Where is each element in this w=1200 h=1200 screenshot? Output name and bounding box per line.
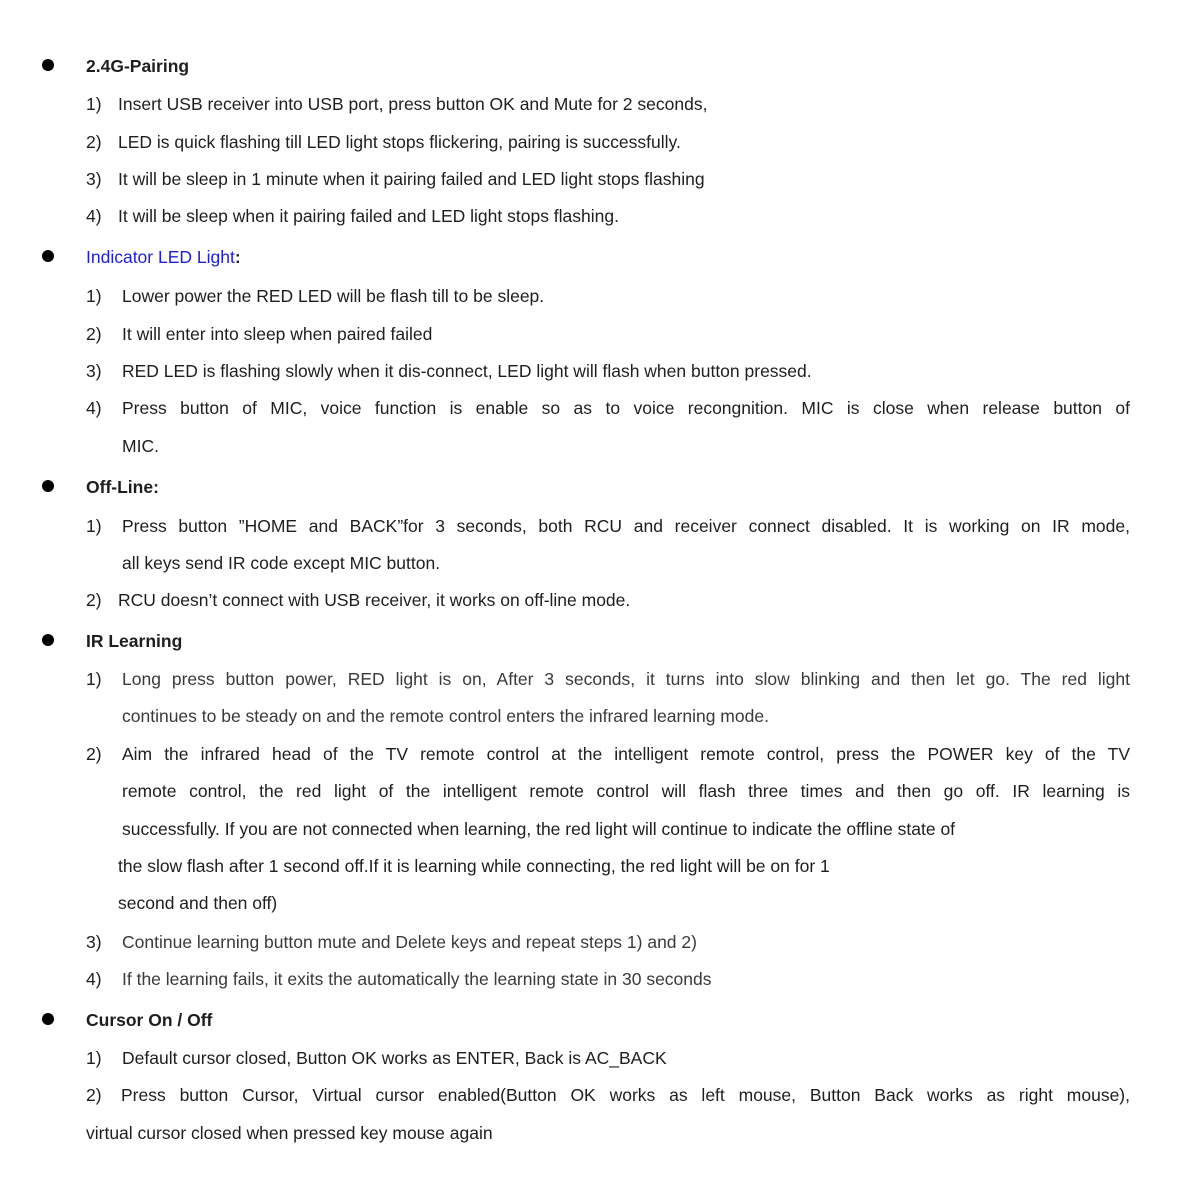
bullet-icon <box>42 59 54 71</box>
list-number: 4) <box>86 398 102 418</box>
list-item: Default cursor closed, Button OK works as ENTER, Back is AC_BACK <box>122 1048 667 1068</box>
list-item-continuation: MIC. <box>122 436 159 456</box>
list-item: Long press button power, RED light is on, After 3 seconds, it turns into slow blinking and then let go. The red light <box>122 669 1130 689</box>
list-number: 2) <box>86 324 102 344</box>
list-item: Aim the infrared head of the TV remote control at the intelligent remote control, press the POWER key of the TV <box>122 744 1130 764</box>
section-heading-ir-learning: IR Learning <box>86 631 183 651</box>
list-number: 2) <box>86 132 102 152</box>
list-number: 3) <box>86 169 102 189</box>
list-number: 1) <box>86 94 102 114</box>
list-item-continuation: successfully. If you are not connected when learning, the red light will continue to indicate the offline state of <box>122 819 956 839</box>
list-number: 2) <box>86 744 102 764</box>
section-heading-pairing: 2.4G-Pairing <box>86 56 190 76</box>
indicator-heading-text: Indicator LED Light <box>86 247 235 267</box>
list-item-continuation: virtual cursor closed when pressed key mouse again <box>86 1123 493 1143</box>
list-item: Continue learning button mute and Delete keys and repeat steps 1) and 2) <box>122 932 697 952</box>
list-number: 2) <box>86 1085 102 1105</box>
list-item: LED is quick flashing till LED light stops flickering, pairing is successfully. <box>118 132 681 152</box>
list-number: 1) <box>86 669 102 689</box>
list-number: 4) <box>86 969 102 989</box>
bullet-icon <box>42 1013 54 1025</box>
list-item: It will enter into sleep when paired failed <box>122 324 433 344</box>
list-item-continuation: the slow flash after 1 second off.If it is learning while connecting, the red light will be on for 1 <box>118 856 830 876</box>
list-number: 1) <box>86 516 102 536</box>
list-number: 3) <box>86 932 102 952</box>
list-item: Press button of MIC, voice function is enable so as to voice recongnition. MIC is close when release button of <box>122 398 1130 418</box>
bullet-icon <box>42 480 54 492</box>
list-item-continuation: all keys send IR code except MIC button. <box>122 553 441 573</box>
list-item: RCU doesn’t connect with USB receiver, it works on off-line mode. <box>118 590 631 610</box>
list-item-continuation: remote control, the red light of the intelligent remote control will flash three times and then go off. IR learning is <box>122 781 1130 801</box>
list-number: 1) <box>86 286 102 306</box>
section-heading-indicator <box>86 246 241 268</box>
list-number: 2) <box>86 590 102 610</box>
section-heading-cursor: Cursor On / Off <box>86 1010 213 1030</box>
list-item: Press button ”HOME and BACK”for 3 seconds, both RCU and receiver connect disabled. It is working on IR mode, <box>122 516 1130 536</box>
bullet-icon <box>42 634 54 646</box>
list-item: Lower power the RED LED will be flash till to be sleep. <box>122 286 545 306</box>
section-heading-offline: Off-Line: <box>86 477 159 497</box>
list-item: It will be sleep when it pairing failed and LED light stops flashing. <box>118 206 619 226</box>
list-item-continuation: second and then off) <box>118 893 278 913</box>
list-number: 1) <box>86 1048 102 1068</box>
list-item: Press button Cursor, Virtual cursor enabled(Button OK works as left mouse, Button Back works as right mouse), <box>121 1085 1130 1105</box>
list-item-continuation: continues to be steady on and the remote control enters the infrared learning mode. <box>122 706 769 726</box>
indicator-heading-colon: : <box>234 247 241 267</box>
list-item: RED LED is flashing slowly when it dis-connect, LED light will flash when button pressed. <box>122 361 812 381</box>
list-item: Insert USB receiver into USB port, press button OK and Mute for 2 seconds, <box>118 94 708 114</box>
bullet-icon <box>42 250 54 262</box>
list-item: It will be sleep in 1 minute when it pairing failed and LED light stops flashing <box>118 169 705 189</box>
list-number: 3) <box>86 361 102 381</box>
list-item: If the learning fails, it exits the automatically the learning state in 30 seconds <box>122 969 712 989</box>
list-number: 4) <box>86 206 102 226</box>
